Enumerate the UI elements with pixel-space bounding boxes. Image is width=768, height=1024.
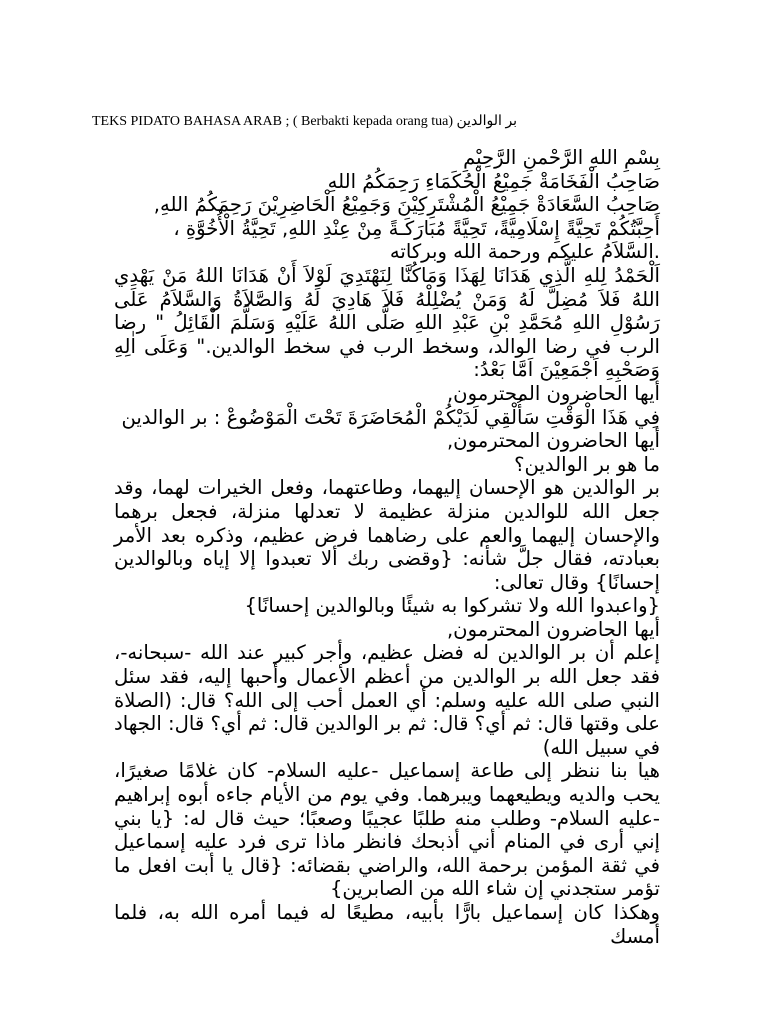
- document-title: TEKS PIDATO BAHASA ARAB ; ( Berbakti kepada orang tua) بر الوالدين: [92, 114, 518, 129]
- ismail-story-paragraph: هيا بنا ننظر إلى طاعة إسماعيل -عليه السلام- كان غلامًا صغيرًا، يحب والديه ويطيعهما ويبرهما. وفي يوم من الأيام جاءه أبوه إبراهيم -عليه السلام- وطلب منه طلبًا عجيبًا وصعبًا؛ حيث قال له: {يا بني إني أرى في المنام أني أذبحك فانظر ماذا ترى فرد عليه إسماعيل في ثقة المؤمن برحمة الله، والراضي بقضائه: {قال يا أبت افعل ما تؤمر ستجدني إن شاء الله من الصابرين}: [114, 759, 660, 901]
- definition-paragraph: بر الوالدين هو الإحسان إليهما، وطاعتهما، وفعل الخيرات لهما، وقد جعل الله للوالدين منزلة عظيمة لا تعدلها منزلة، فجعل برهما والإحسان إليهما والعم على رضاهما فرض عظيم، وذكره بعد الأمر بعبادته، فقال جلَّ شأنه: {وقضى ربك ألا تعبدوا إلا إياه وبالوالدين إحسانًا} وقال تعالى: {واعبدوا الله ولا تشركوا به شيئًا وبالوالدين إحسانًا} أيها الحاضرون المحترمون,: [114, 476, 660, 641]
- virtue-paragraph: إعلم أن بر الوالدين له فضل عظيم، وأجر كبير عند الله -سبحانه-، فقد جعل الله بر الوالدين من أعظم الأعمال وأحبها إليه، فقد سئل النبي صلى الله عليه وسلم: أي العمل أحب إلى الله؟ قال: (الصلاة على وقتها قال: ثم أي؟ قال: ثم بر الوالدين قال: ثم أي؟ قال: الجهاد في سبيل الله): [114, 641, 660, 759]
- hamdalah-paragraph: اَلْحَمْدُ لِلهِ الَّذِي هَدَانَا لِهَذَا وَمَاكُنَّا لِنَهْتَدِيَ لَوْلاَ أَنْ هَدَانَا اللهُ مَنْ يَهْدِي اللهُ فَلاَ مُضِلَّ لَهُ وَمَنْ يُضْلِلْهُ فَلاَ هَادِيَ لَهُ وَالصَّلاَةُ وَالسَّلاَمُ عَلَى رَسُوْلِ اللهِ مُحَمَّدِ بْنِ عَبْدِ اللهِ صَلَّى اللهُ عَلَيْهِ وَسَلَّمَ الْقَائِلُ " رضا الرب في رضا الوالد، وسخط الرب في سخط الوالدين." وَعَلَى اٰلِهِ وَصَحْبِهِ اَجْمَعِيْنَ اَمَّا بَعْدُ:: [114, 263, 660, 382]
- topic-introduction: أيها الحاضرون المحترمون, فِي هَذَا الْوَقْتِ سَأُلْقِي لَدَيْكُمْ الْمُحَاضَرَةَ تَحْتَ الْمَوْضُوعْ : بر الوالدين أيها الحاضرون المحترمون, ما هو بر الوالدين؟: [121, 381, 660, 476]
- opening-greeting: بِسْمِ اللهِ الرَّحْمنِ الرَّحِيْمِ صَاحِبُ الْفَخَامَةْ جَمِيْعُ الْحُكَمَاءِ رَحِمَكُمُ اللهِ صَاحِبُ السَّعَادَةْ جَمِيْعُ الْمُشْتَرِكِيْنَ وَجَمِيْعُ الْحَاضِرِيْنَ رَحِمَكُمُ اللهِ, أَحِبَّتُكُمْ تَحِيَّةً إِسْلَامِيَّةً، تَحِيَّةً مُبَارَكَـةً مِنْ عِنْدِ اللهِ, تَحِيَّةُ الْأُخُوَّةِ ، .السَّلاَمُ عليكم ورحمة الله وبركاته: [153, 146, 660, 264]
- speech-body: [114, 146, 660, 948]
- closing-fragment: وهكذا كان إسماعيل بارًّا بأبيه، مطيعًا له فيما أمره الله به، فلما أمسك: [114, 901, 660, 948]
